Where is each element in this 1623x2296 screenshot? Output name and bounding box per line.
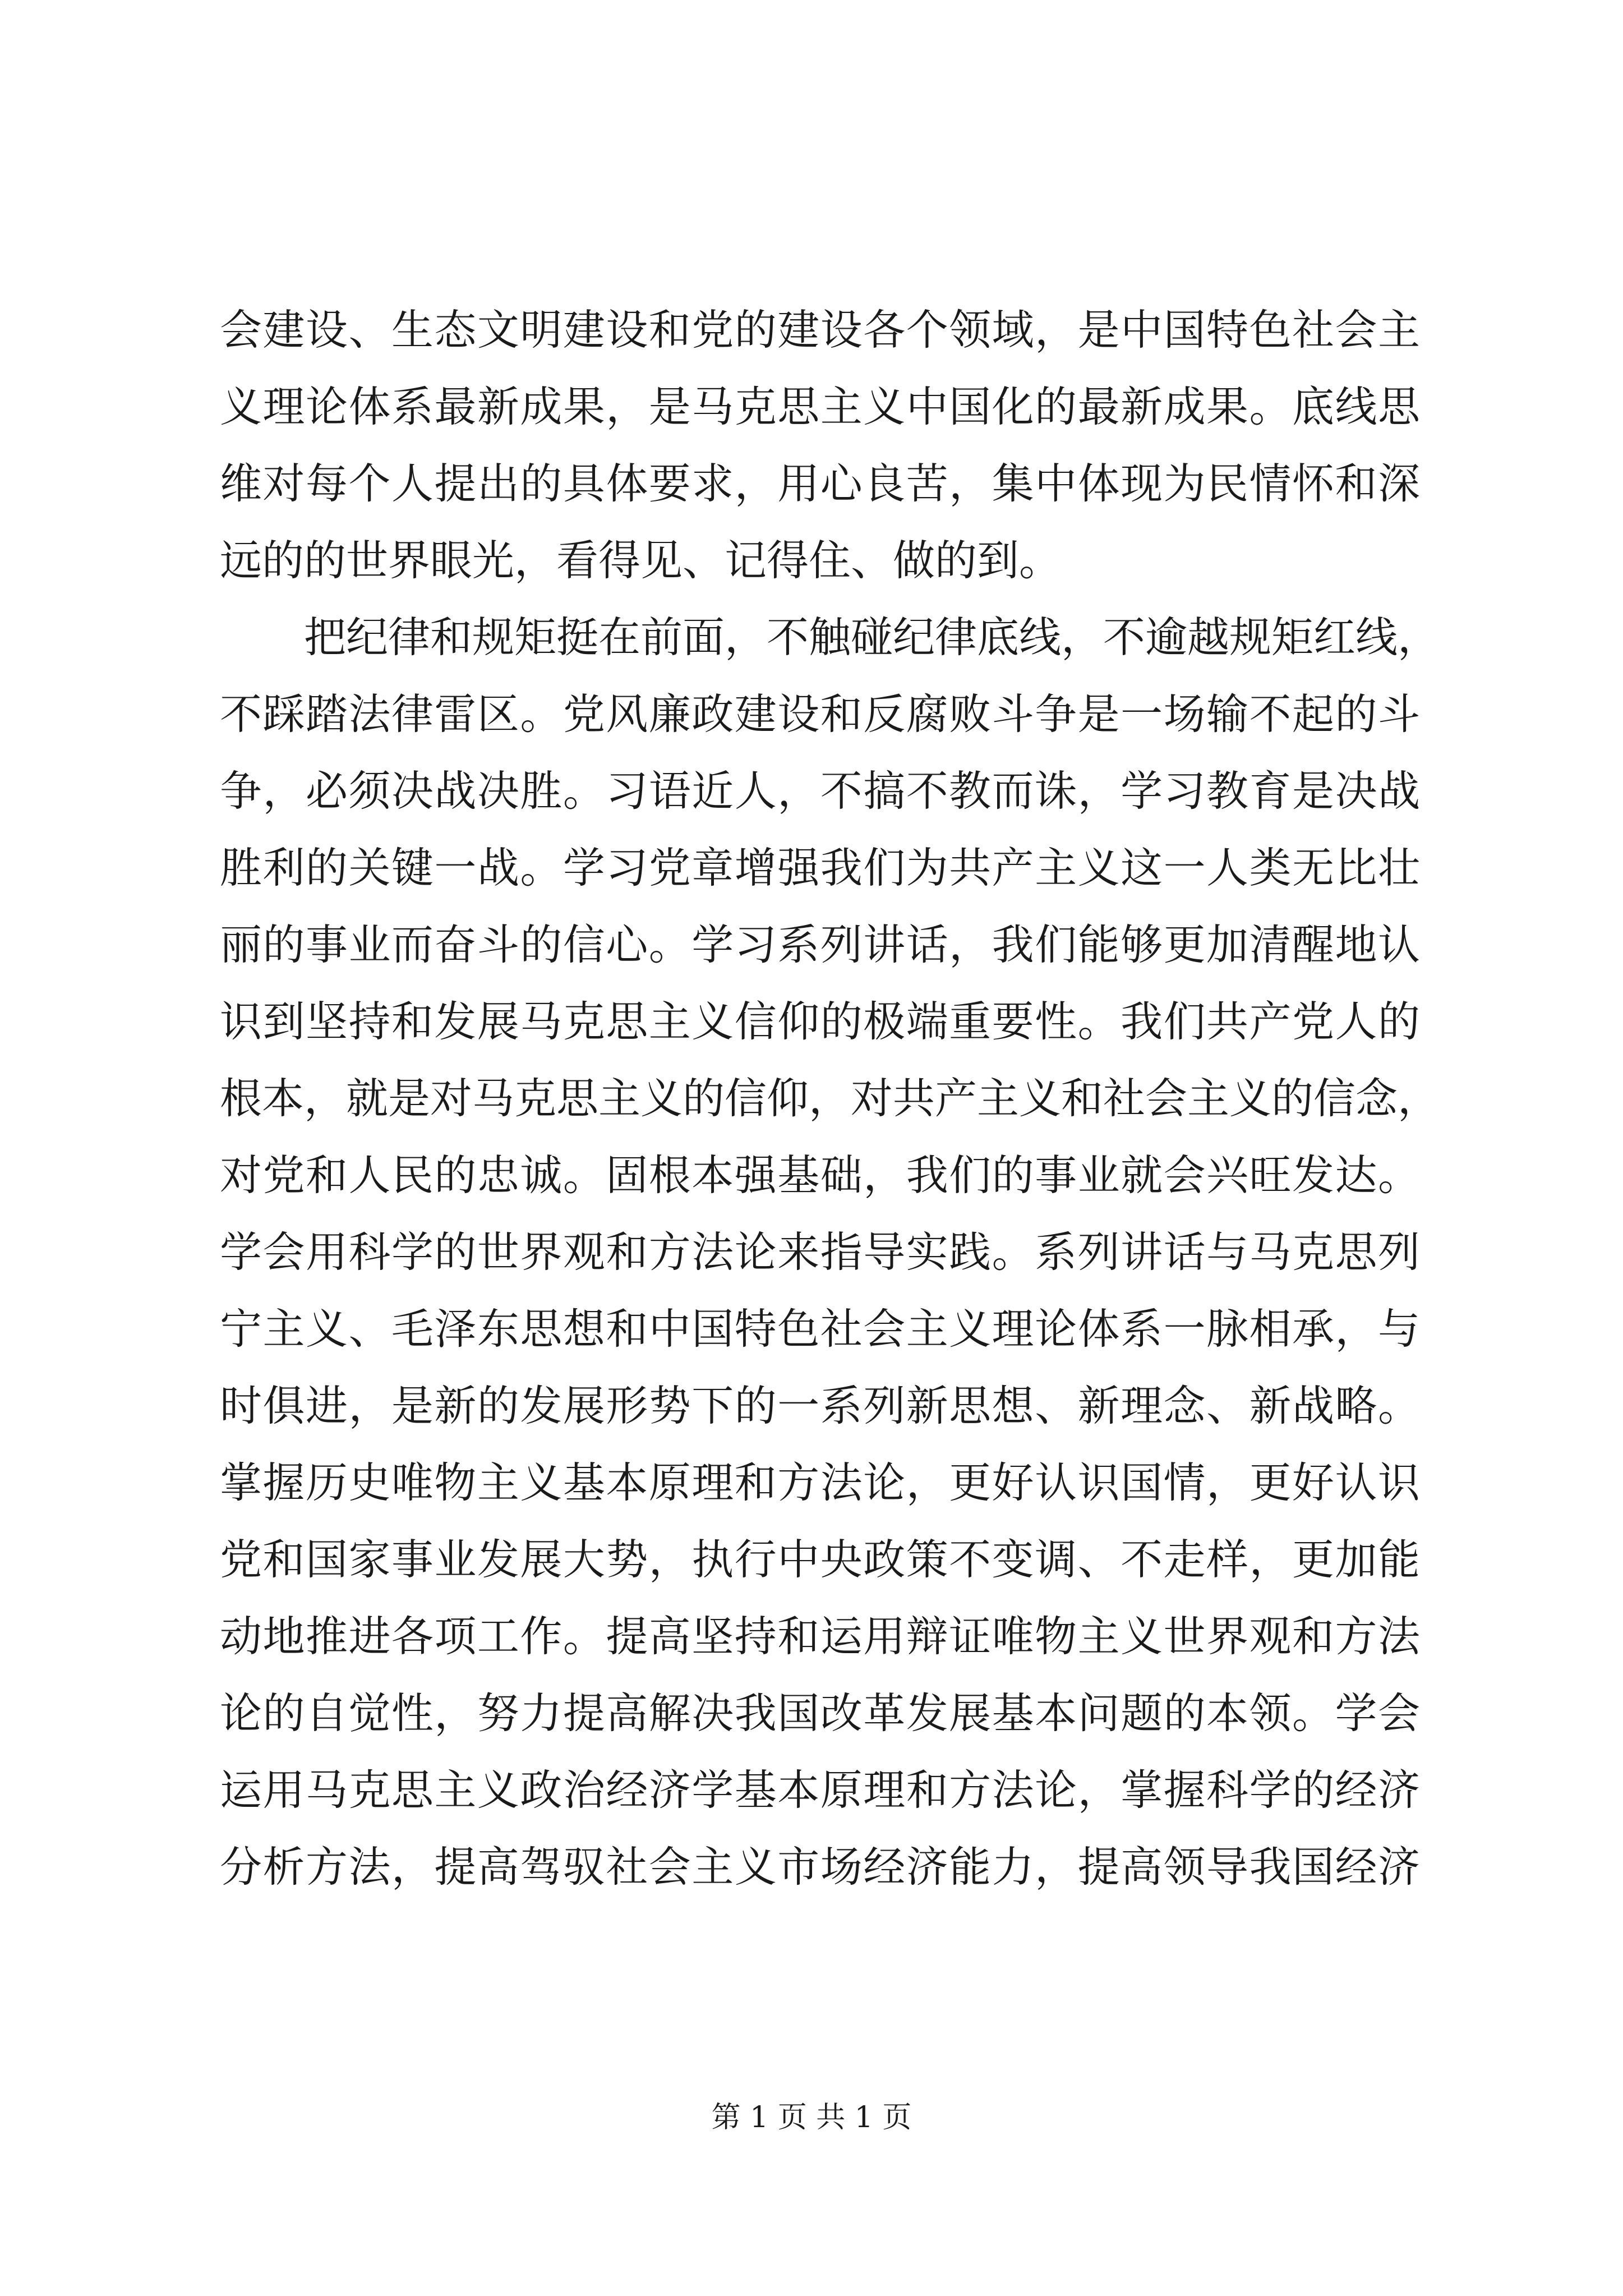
text-line: 胜利的关键一战。学习党章增强我们为共产主义这一人类无比壮: [220, 843, 1420, 892]
text-line: 掌握历史唯物主义基本原理和方法论，更好认识国情，更好认识: [220, 1458, 1420, 1507]
document-body: [220, 292, 1440, 1906]
text-line: 对党和人民的忠诚。固根本强基础，我们的事业就会兴旺发达。: [220, 1151, 1420, 1200]
paragraph-1: [220, 292, 1420, 599]
paragraph-2: [220, 599, 1440, 1906]
text-line: 争，必须决战决胜。习语近人，不搞不教而诛，学习教育是决战: [220, 766, 1420, 816]
text-line: 把纪律和规矩挺在前面，不触碰纪律底线，不逾越规矩红线，: [304, 613, 1440, 662]
text-line: 维对每个人提出的具体要求，用心良苦，集中体现为民情怀和深: [220, 459, 1420, 508]
text-line: 时俱进，是新的发展形势下的一系列新思想、新理念、新战略。: [220, 1381, 1420, 1430]
text-line: 识到坚持和发展马克思主义信仰的极端重要性。我们共产党人的: [220, 997, 1420, 1046]
text-line: 远的的世界眼光，看得见、记得住、做的到。: [220, 536, 1062, 585]
text-line: 义理论体系最新成果，是马克思主义中国化的最新成果。底线思: [220, 382, 1420, 431]
text-line: 会建设、生态文明建设和党的建设各个领域，是中国特色社会主: [220, 305, 1420, 355]
text-line: 不踩踏法律雷区。党风廉政建设和反腐败斗争是一场输不起的斗: [220, 689, 1420, 739]
text-line: 学会用科学的世界观和方法论来指导实践。系列讲话与马克思列: [220, 1227, 1420, 1277]
text-line: 分析方法，提高驾驭社会主义市场经济能力，提高领导我国经济: [220, 1842, 1420, 1892]
text-line: 丽的事业而奋斗的信心。学习系列讲话，我们能够更加清醒地认: [220, 920, 1420, 969]
text-line: 论的自觉性，努力提高解决我国改革发展基本问题的本领。学会: [220, 1688, 1420, 1738]
text-line: 运用马克思主义政治经济学基本原理和方法论，掌握科学的经济: [220, 1765, 1420, 1815]
text-line: 根本，就是对马克思主义的信仰，对共产主义和社会主义的信念，: [220, 1074, 1440, 1123]
page-number: 第 1 页 共 1 页: [711, 2101, 912, 2134]
text-line: 动地推进各项工作。提高坚持和运用辩证唯物主义世界观和方法: [220, 1612, 1420, 1661]
text-line: 宁主义、毛泽东思想和中国特色社会主义理论体系一脉相承，与: [220, 1304, 1420, 1354]
page-footer: [0, 2098, 1623, 2137]
text-line: 党和国家事业发展大势，执行中央政策不变调、不走样，更加能: [220, 1535, 1420, 1584]
